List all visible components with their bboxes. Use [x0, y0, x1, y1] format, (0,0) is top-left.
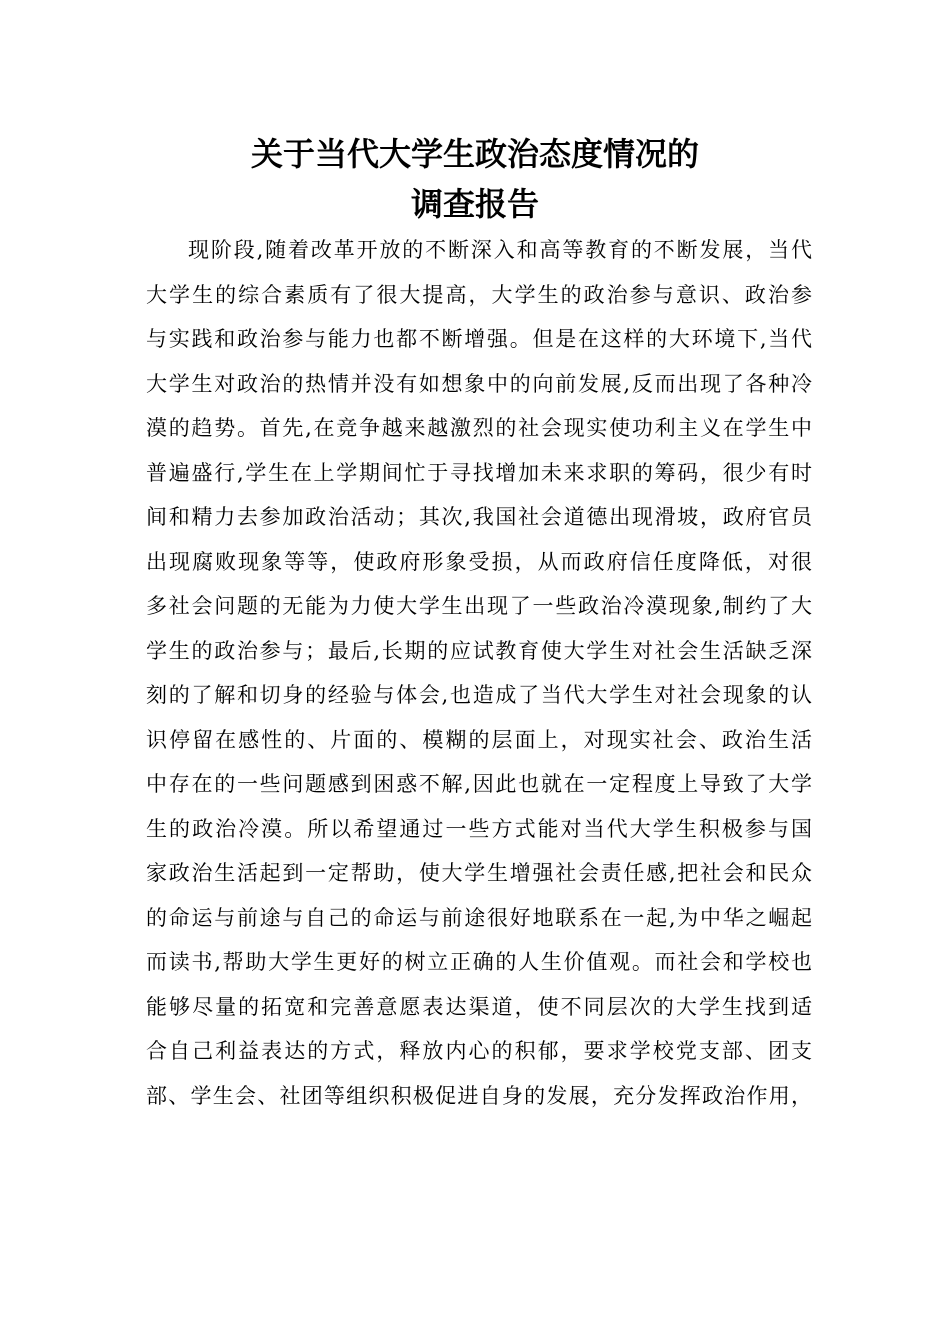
body-line: 生的政治冷漠。所以希望通过一些方式能对当代大学生积极参与国: [146, 816, 812, 841]
body-line: 刻的了解和切身的经验与体会,也造成了当代大学生对社会现象的认: [146, 683, 812, 707]
body-line: 的命运与前途与自己的命运与前途很好地联系在一起,为中华之崛起: [146, 905, 812, 930]
body-line: 漠的趋势。首先,在竞争越来越激烈的社会现实使功利主义在学生中: [146, 416, 812, 440]
document-title-line-2: 调查报告: [410, 185, 539, 223]
document-body: [146, 228, 812, 1118]
body-line: 家政治生活起到一定帮助，使大学生增强社会责任感,把社会和民众: [146, 861, 812, 885]
body-line: 而读书,帮助大学生更好的树立正确的人生价值观。而社会和学校也: [146, 950, 812, 974]
body-line: 能够尽量的拓宽和完善意愿表达渠道，使不同层次的大学生找到适: [146, 994, 812, 1019]
body-line: 出现腐败现象等等，使政府形象受损，从而政府信任度降低，对很: [146, 549, 812, 574]
body-line: 合自己利益表达的方式，释放内心的积郁，要求学校党支部、团支: [146, 1039, 812, 1063]
body-line: 多社会问题的无能为力使大学生出现了一些政治冷漠现象,制约了大: [146, 594, 812, 618]
body-line: 与实践和政治参与能力也都不断增强。但是在这样的大环境下,当代: [146, 327, 812, 351]
body-line: 大学生的综合素质有了很大提高，大学生的政治参与意识、政治参: [146, 282, 812, 307]
body-line: 部、学生会、社团等组织积极促进自身的发展，充分发挥政治作用，: [146, 1083, 812, 1108]
document-title-line-1: 关于当代大学生政治态度情况的: [250, 135, 699, 173]
body-line: 现阶段,随着改革开放的不断深入和高等教育的不断发展，当代: [188, 238, 812, 262]
body-line: 中存在的一些问题感到困惑不解,因此也就在一定程度上导致了大学: [146, 772, 812, 796]
body-line: 识停留在感性的、片面的、模糊的层面上，对现实社会、政治生活: [146, 727, 812, 752]
body-line: 学生的政治参与；最后,长期的应试教育使大学生对社会生活缺乏深: [146, 638, 812, 663]
body-line: 普遍盛行,学生在上学期间忙于寻找增加未来求职的筹码，很少有时: [146, 460, 812, 485]
body-line: 大学生对政治的热情并没有如想象中的向前发展,反而出现了各种冷: [146, 371, 812, 396]
body-line: 间和精力去参加政治活动；其次,我国社会道德出现滑坡，政府官员: [146, 505, 812, 529]
